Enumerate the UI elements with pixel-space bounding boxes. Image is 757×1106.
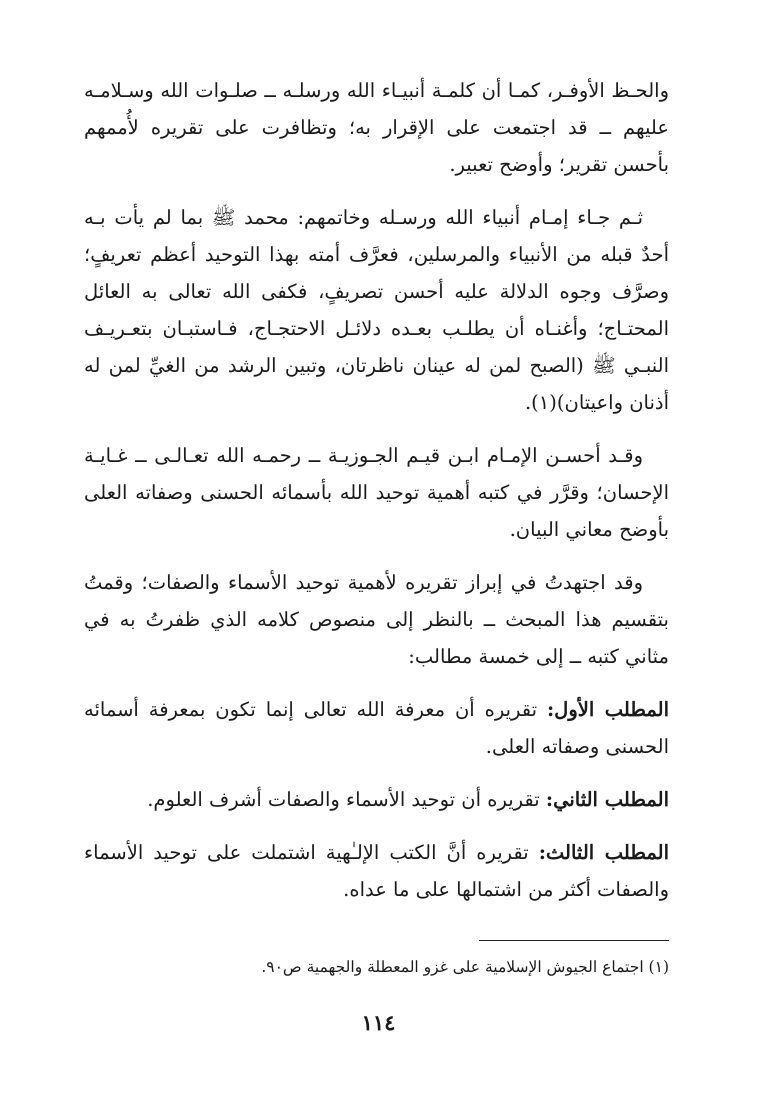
footnote: (١) اجتماع الجيوش الإسلامية على غزو المعطلة والجهمية ص٩٠.: [261, 958, 669, 976]
page-number: ١١٤: [361, 1010, 396, 1035]
footnote-separator: [479, 940, 669, 941]
paragraph-1: والحـظ الأوفـر، كمـا أن كلمـة أنبيـاء الله ورسلـه ــ صلـوات الله وسـلامـه عليهم ــ قد اجتمعت على الإقرار به؛ وتظافرت على تقريره لأُممهم بأحسن تقرير؛ وأوضح تعبير.: [84, 79, 669, 176]
paragraph-4: وقد اجتهدتُ في إبراز تقريره لأهمية توحيد الأسماء والصفات؛ وقمتُ بتقسيم هذا المبحث ــ بالنظر إلى منصوص كلامه الذي ظفرتُ به في مثاني كتبه ــ إلى خمسة مطالب:: [84, 571, 669, 668]
matlab-1-heading: المطلب الأول:: [546, 698, 670, 721]
paragraph-2: ثـم جـاء إمـام أنبياء الله ورسـله وخاتمهم: محمد ﷺ بما لم يأت بـه أحدٌ قبله من الأنبياء والمرسلين، فعرَّف أمته بهذا التوحيد أعظم تعريفٍ؛ وصرَّف وجوه الدلالة عليه أحسن تصريفٍ، فكفى الله تعالى به العائل المحتـاج؛ وأغنـاه أن يطلـب بعـده دلائـل الاحتجـاج، فـاستبـان بتعـريـف النبـي ﷺ (الصبح لمن له عينان ناظرتان، وتبين الرشد من الغيِّ لمن له أذنان واعيتان)(١).: [84, 206, 669, 414]
matlab-1: [84, 691, 669, 765]
paragraph-3: وقـد أحسـن الإمـام ابـن قيـم الجـوزيـة ــ رحمـه الله تعـالـى ــ غـايـة الإحسان؛ وقرَّر في كتبه أهمية توحيد الله بأسمائه الحسنى وصفاته العلى بأوضح معاني البيان.: [84, 444, 669, 541]
matlab-2: [84, 781, 669, 818]
matlab-3: [84, 834, 669, 908]
page-body: [84, 72, 669, 924]
matlab-3-text: تقريره أنَّ الكتب الإلـٰهية اشتملت على توحيد الأسماء والصفات أكثر من اشتمالها على ما عداه.: [84, 841, 669, 901]
matlab-1-text: تقريره أن معرفة الله تعالى إنما تكون بمعرفة أسمائه الحسنى وصفاته العلى.: [84, 698, 669, 758]
matlab-2-text: تقريره أن توحيد الأسماء والصفات أشرف العلوم.: [147, 788, 546, 811]
matlab-2-heading: المطلب الثاني:: [545, 788, 669, 811]
matlab-3-heading: المطلب الثالث:: [538, 841, 669, 864]
